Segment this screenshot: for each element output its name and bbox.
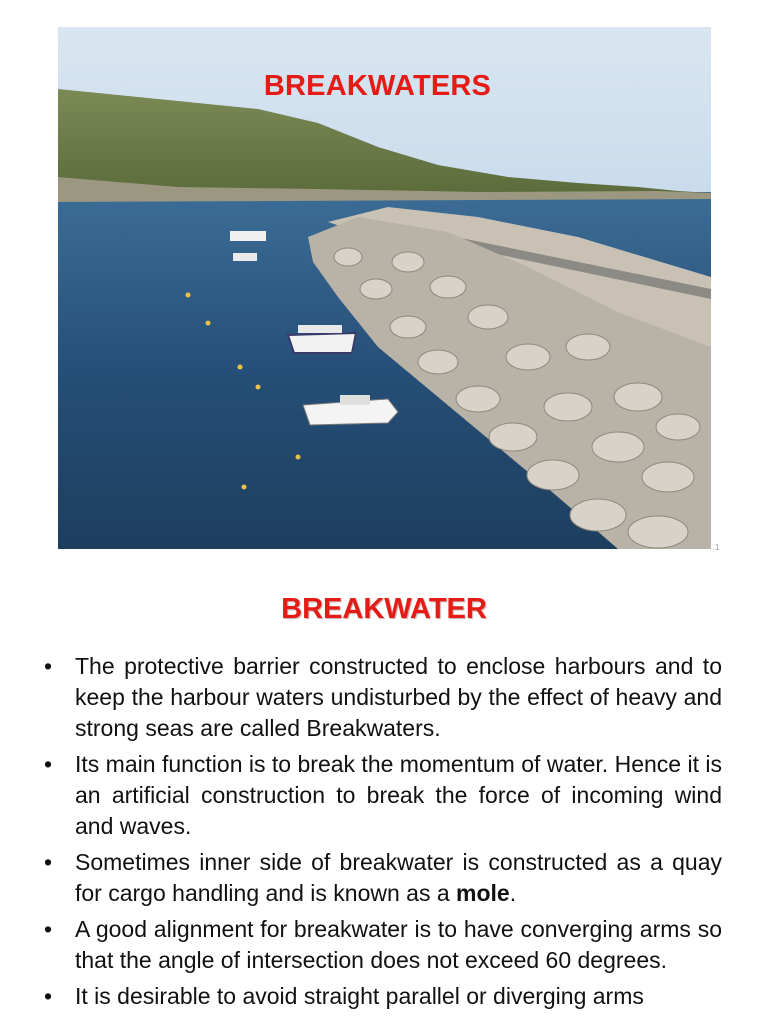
bullet-bold-term: mole xyxy=(456,880,510,906)
bullet-text: Its main function is to break the momentum of water. Hence it is an artificial construction to break the force of incoming wind and waves. xyxy=(75,751,722,839)
bullet-item xyxy=(44,847,722,909)
slide-title-breakwater: BREAKWATER xyxy=(281,593,487,625)
bullet-marker: • xyxy=(44,653,53,679)
bullet-item xyxy=(44,651,722,744)
bullet-text: The protective barrier constructed to enclose harbours and to keep the harbour waters undisturbed by the effect of heavy and strong seas are called Breakwaters. xyxy=(75,653,722,741)
bullet-text-end: . xyxy=(509,880,517,906)
bullet-text: A good alignment for breakwater is to have converging arms so that the angle of intersection does not exceed 60 degrees. xyxy=(75,916,722,973)
breakwater-photo xyxy=(58,27,711,549)
bullet-marker: • xyxy=(44,916,53,942)
bullet-text: Sometimes inner side of breakwater is constructed as a quay for cargo handling and is known as a xyxy=(75,849,722,906)
slide-title-breakwaters: BREAKWATERS xyxy=(263,70,492,102)
bullet-marker: • xyxy=(44,849,53,875)
bullet-marker: • xyxy=(44,751,53,777)
bullet-item xyxy=(44,914,722,976)
slide-number: 1 xyxy=(715,543,720,552)
bullet-text: It is desirable to avoid straight parallel or diverging arms xyxy=(75,983,644,1009)
bullet-marker: • xyxy=(44,983,53,1009)
bullet-item xyxy=(44,981,722,1012)
bullet-item xyxy=(44,749,722,842)
bullet-list xyxy=(44,651,722,1017)
